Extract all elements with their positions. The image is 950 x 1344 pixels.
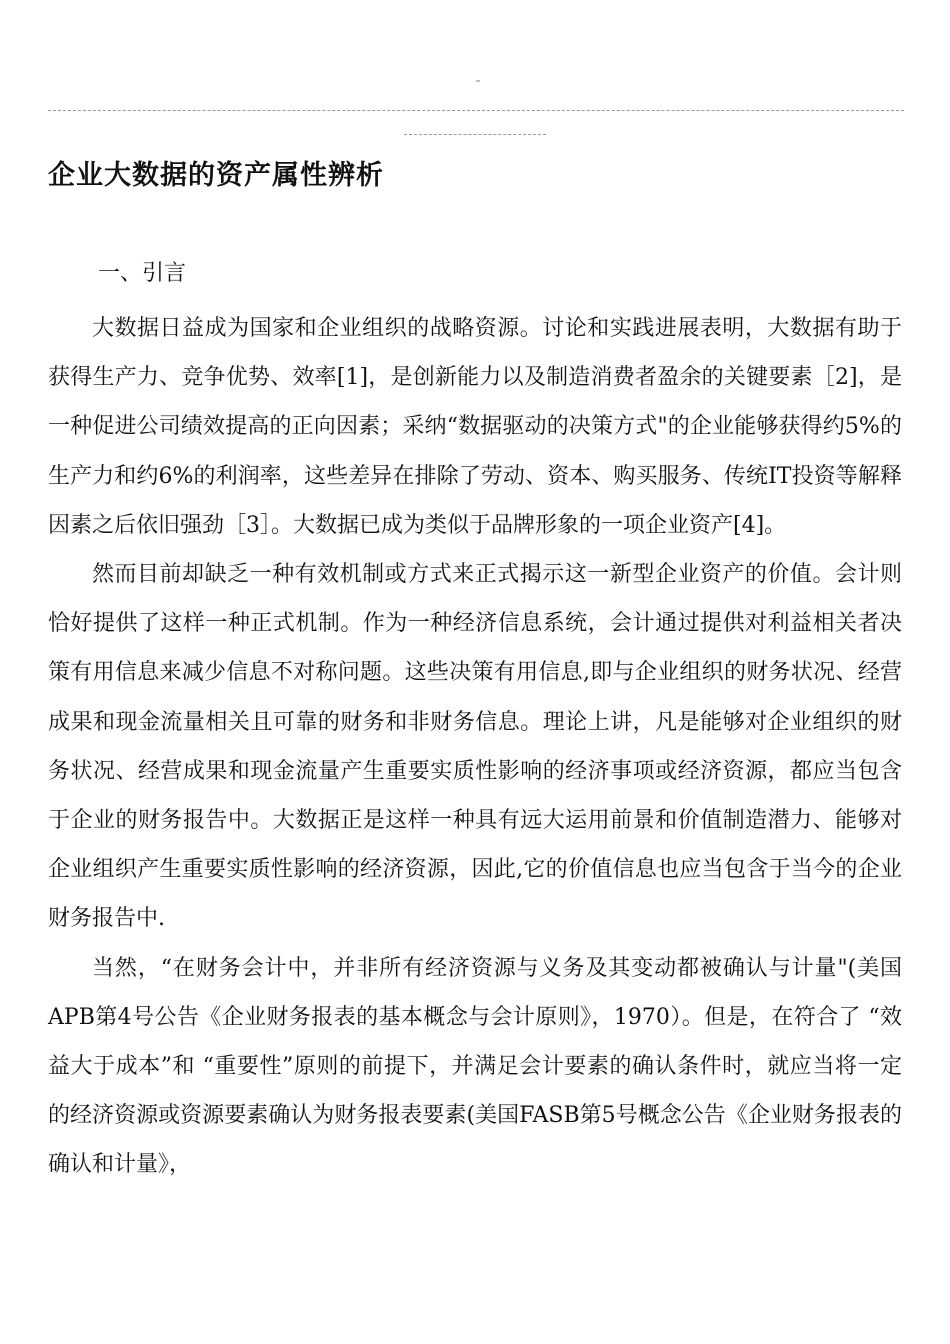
paragraph: 然而目前却缺乏一种有效机制或方式来正式揭示这一新型企业资产的价值。会计则恰好提供了这样一种正式机制。作为一种经济信息系统，会计通过提供对利益相关者决策有用信息来减少信息不对称问题。这些决策有用信息,即与企业组织的财务状况、经营成果和现金流量相关且可靠的财务和非财务信息。理论上讲，凡是能够对企业组织的财务状况、经营成果和现金流量产生重要实质性影响的经济事项或经济资源，都应当包含于企业的财务报告中。大数据正是这样一种具有远大运用前景和价值制造潜力、能够对企业组织产生重要实质性影响的经济资源，因此,它的价值信息也应当包含于当今的企业财务报告中. <box>48 562 902 932</box>
section-heading-introduction: 一、引言 <box>98 261 187 286</box>
header-mark <box>476 80 480 82</box>
body-text <box>48 304 902 1190</box>
paragraph: 大数据日益成为国家和企业组织的战略资源。讨论和实践进展表明，大数据有助于获得生产力、竞争优势、效率[1]，是创新能力以及制造消费者盈余的关键要素［2]，是一种促进公司绩效提高的正向因素；采纳“数据驱动的决策方式"的企业能够获得约5%的生产力和约6%的利润率，这些差异在排除了劳动、资本、购买服务、传统IT投资等解释因素之后依旧强劲［3］。大数据已成为类似于品牌形象的一项企业资产[4]。 <box>48 316 902 538</box>
header-rule <box>48 110 904 111</box>
document-title: 企业大数据的资产属性辨析 <box>48 160 384 191</box>
paragraph: 当然，“在财务会计中，并非所有经济资源与义务及其变动都被确认与计量"(美国APB第4号公告《企业财务报表的基本概念与会计原则》，1970）。但是，在符合了 “效益大于成本”和 “重要性”原则的前提下，并满足会计要素的确认条件时，就应当将一定的经济资源或资源要素确认为财务报表要素(美国FASB第5号概念公告《企业财务报表的确认和计量》， <box>48 955 902 1178</box>
header-rule-short <box>404 134 546 135</box>
